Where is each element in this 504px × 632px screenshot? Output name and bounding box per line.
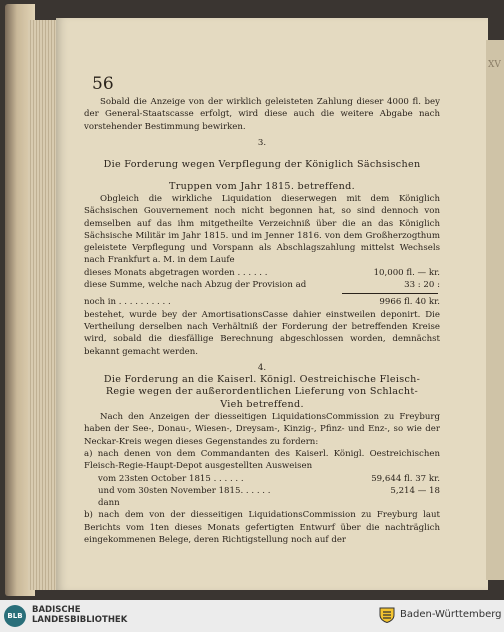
section-3-number: 3. (257, 137, 267, 148)
amount-row-3-label: noch in . . . . . . . . . . (84, 297, 171, 308)
paragraph-4: Nach den Anzeigen der diesseitigen LiquidationsCommission zu Freyburg haben der See-, Donau-, Wiesen-, Dreysam-, Kinzig-, Pfinz- und Enz-, so wie der Neckar-Kreis wegen dieses Gegenstandes zu fordern: (84, 412, 440, 447)
paragraph-2: Obgleich die wirkliche Liquidation dieserwegen mit dem Königlich Sächsischen Gouvernement noch nicht begonnen hat, so sind dennoch von demselben auf das ihm mitgetheilte Verzeichniß über die an das Königlich Sächsische Militär im Jahr 1815. und im Jenner 1816. von dem Großherzogthum geleistete Verpflegung und Vorspann als Abschlagszahlung mittelst Wechsels nach Frankfurt a. M. in dem Laufe (84, 193, 440, 266)
library-name-line-2: LANDESBIBLIOTHEK (32, 615, 128, 625)
blb-logo[interactable]: BLB (4, 605, 26, 627)
section-4-heading-line-1: Die Forderung an die Kaiserl. Königl. Oestreichische Fleisch- (103, 374, 421, 386)
page-number: 56 (92, 74, 114, 94)
facing-page (486, 40, 504, 580)
item-a-row-1-label: vom 23sten October 1815 . . . . . . (98, 473, 244, 484)
partner-name[interactable]: Baden-Württemberg (400, 609, 502, 620)
section-4-heading-line-3: Vieh betreffend. (220, 398, 304, 410)
paragraph-1: Sobald die Anzeige von der wirklich geleisteten Zahlung dieser 4000 fl. bey der General-Staatscasse erfolgt, wird diese auch die weitere Abgabe nach vorstehender Bestimmung bewirken. (84, 97, 440, 132)
item-a-row-2-value: 5,214 — 18 (390, 485, 440, 496)
item-a-row-2-label: und vom 30sten November 1815. . . . . . (98, 485, 271, 496)
page-text (84, 96, 440, 546)
facing-page-marker: XV (488, 60, 501, 70)
library-name[interactable] (32, 605, 127, 625)
section-4-number: 4. (257, 362, 267, 373)
amount-row-3 (84, 296, 440, 308)
amount-row-2-label: diese Summe, welche nach Abzug der Provision ad (84, 280, 307, 291)
sum-rule (342, 293, 438, 294)
section-3-heading-line-1: Die Forderung wegen Verpflegung der Königlich Sächsischen (103, 158, 421, 170)
amount-row-2-value: 33 : 20 : (404, 280, 440, 291)
item-a-row-1 (84, 473, 440, 485)
item-b: b) nach dem von der diesseitigen LiquidationsCommission zu Freyburg laut Berichts vom 1ten dieses Monats gefertigten Entwurf über die nachträglich eingekommenen Belege, deren Richtigstellung noch auf der (84, 510, 440, 545)
amount-row-3-value: 9966 fl. 40 kr. (379, 297, 440, 308)
amount-row-1 (84, 267, 440, 279)
item-a-row-2 (84, 485, 440, 497)
library-name-line-1: BADISCHE (32, 605, 81, 615)
item-a: a) nach denen von dem Commandanten des Kaiserl. Königl. Oestreichischen Fleisch-Regie-Haupt-Depot ausgestellten Ausweisen (84, 448, 440, 472)
amount-row-1-label: dieses Monats abgetragen worden . . . . . . (84, 267, 268, 278)
item-a-row-1-value: 59,644 fl. 37 kr. (371, 473, 440, 484)
amount-row-2 (84, 279, 440, 291)
section-4-heading-line-2: Regie wegen der außerordentlichen Lieferung von Schlacht- (105, 386, 419, 398)
coat-of-arms-icon (378, 606, 396, 624)
paragraph-3: bestehet, wurde bey der AmortisationsCasse dahier einstweilen deponirt. Die Vertheilung derselben nach Verhältniß der Forderung der betreffenden Kreise wird, sobald die diesfällige Berechnung abgeschlossen worden, demnächst bekannt gemacht werden. (84, 309, 440, 357)
dann-text: dann (98, 498, 120, 509)
amount-row-1-value: 10,000 fl. — kr. (373, 267, 440, 278)
section-3-heading-line-2: Truppen vom Jahr 1815. betreffend. (169, 180, 355, 192)
